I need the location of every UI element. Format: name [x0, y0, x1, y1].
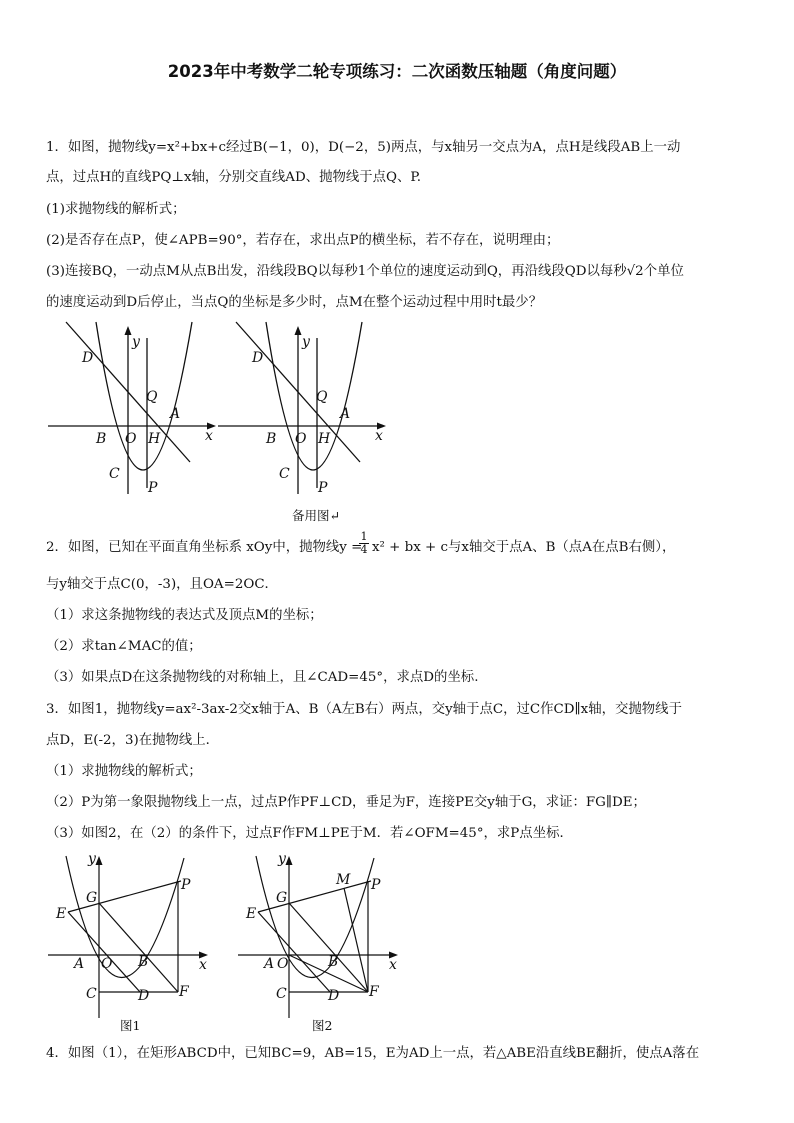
- q2-fraction-numerator: 1: [360, 530, 368, 543]
- q1-f2-label-h: H: [318, 431, 331, 447]
- q2-fraction: [359, 531, 369, 556]
- q3-f1-label-g: G: [86, 890, 98, 906]
- q3-line-4: （2）P为第一象限抛物线上一点，过点P作PF⊥CD，垂足为F，连接PE交y轴于G，求证：FG∥DE；: [46, 795, 646, 810]
- q3-line-2: 点D，E(-2，3)在抛物线上．: [46, 733, 220, 748]
- q3-f2-label-y: y: [278, 851, 286, 867]
- q1-f2-label-p: P: [318, 480, 328, 496]
- q2-line-4: （2）求tan∠MAC的值；: [46, 639, 202, 654]
- q1-f2-label-b: B: [266, 431, 277, 447]
- q3-f2-label-b: B: [328, 954, 339, 970]
- q3-line-5: （3）如图2，在（2）的条件下，过点F作FM⊥PE于M．若∠OFM=45°，求P点坐标．: [46, 826, 573, 841]
- q3-f1-label-x: x: [199, 957, 207, 973]
- q1-f2-label-d: D: [252, 350, 264, 366]
- q1-line-1: 1．如图，抛物线y=x²+bx+c经过B(−1，0)，D(−2，5)两点，与x轴另一交点为A，点H是线段AB上一动: [46, 140, 681, 155]
- q3-f1-label-y: y: [88, 851, 96, 867]
- q1-f1-label-y: y: [132, 334, 140, 350]
- q1-line-2: 点，过点H的直线PQ⊥x轴，分别交直线AD、抛物线于点Q、P.: [46, 170, 421, 185]
- q1-line-3: (1)求抛物线的解析式；: [46, 202, 186, 217]
- q3-figure-2-caption: 图2: [312, 1018, 333, 1033]
- q1-f1-label-b: B: [96, 431, 107, 447]
- q1-figure-2: [214, 318, 394, 498]
- q1-f1-label-o: O: [125, 431, 137, 447]
- q3-f2-label-x: x: [389, 957, 397, 973]
- q1-f2-label-q: Q: [316, 389, 328, 405]
- q3-f2-label-m: M: [336, 872, 351, 888]
- q1-line-5: (3)连接BQ，一动点M从点B出发，沿线段BQ以每秒1个单位的速度运动到Q，再沿线段QD以每秒√2个单位: [46, 264, 684, 279]
- q3-f1-label-b: B: [138, 954, 149, 970]
- q3-f2-label-p: P: [371, 877, 381, 893]
- q3-f2-label-e: E: [246, 906, 257, 922]
- q3-figure-1: [44, 848, 214, 1024]
- q1-f1-label-x: x: [205, 428, 213, 444]
- q3-f2-label-d: D: [328, 988, 340, 1004]
- q1-f2-label-o: O: [295, 431, 307, 447]
- q3-f2-label-f: F: [369, 984, 379, 1000]
- q2-line-3: （1）求这条抛物线的表达式及顶点M的坐标；: [46, 608, 323, 623]
- q1-figure-1: [44, 318, 224, 498]
- q4-line-1: 4．如图（1），在矩形ABCD中，已知BC=9，AB=15，E为AD上一点，若△ABE沿直线BE翻折，使点A落在: [46, 1046, 700, 1061]
- q3-line-3: （1）求抛物线的解析式；: [46, 764, 202, 779]
- q1-f1-label-a: A: [170, 406, 181, 422]
- q3-f1-label-d: D: [138, 988, 150, 1004]
- q1-line-6: 的速度运动到D后停止，当点Q的坐标是多少时，点M在整个运动过程中用时t最少？: [46, 295, 543, 310]
- q1-f2-label-c: C: [279, 466, 290, 482]
- q2-line-1b: x² + bx + c与x轴交于点A、B（点A在点B右侧），: [372, 540, 676, 555]
- q1-f2-label-x: x: [375, 428, 383, 444]
- q3-f1-label-p: P: [181, 877, 191, 893]
- q3-f2-label-g: G: [276, 890, 288, 906]
- q2-line-5: （3）如果点D在这条抛物线的对称轴上，且∠CAD=45°，求点D的坐标.: [46, 670, 479, 685]
- q3-f1-label-o: O: [101, 956, 113, 972]
- q3-figure-1-caption: 图1: [120, 1018, 141, 1033]
- q1-f2-label-a: A: [340, 406, 351, 422]
- page-title: 2023年中考数学二轮专项练习：二次函数压轴题（角度问题）: [167, 62, 627, 81]
- q2-fraction-denominator: 4: [360, 543, 368, 556]
- q3-line-1: 3．如图1，抛物线y=ax²-3ax-2交x轴于A、B（A左B右）两点，交y轴于点C，过C作CD∥x轴，交抛物线于: [46, 702, 682, 717]
- q1-f1-label-d: D: [82, 350, 94, 366]
- q1-figure-caption: 备用图↵: [292, 508, 340, 523]
- q3-f2-label-o: O: [277, 956, 289, 972]
- q3-f1-label-c: C: [86, 986, 97, 1002]
- q1-line-4: (2)是否存在点P，使∠APB=90°，若存在，求出点P的横坐标，若不存在，说明理由；: [46, 233, 560, 248]
- q2-line-1a: 2．如图，已知在平面直角坐标系 xOy中，抛物线y =: [46, 540, 363, 555]
- q1-f1-label-p: P: [148, 480, 158, 496]
- q2-line-2: 与y轴交于点C(0，-3)，且OA=2OC．: [46, 577, 278, 592]
- q1-f2-label-y: y: [302, 334, 310, 350]
- q3-f1-label-a: A: [74, 956, 85, 972]
- q1-f1-label-c: C: [109, 466, 120, 482]
- q1-f1-label-h: H: [148, 431, 161, 447]
- q3-f1-label-e: E: [56, 906, 67, 922]
- q3-f2-label-c: C: [276, 986, 287, 1002]
- q3-f2-label-a: A: [264, 956, 275, 972]
- q3-f1-label-f: F: [179, 984, 189, 1000]
- q3-figure-2: [234, 848, 404, 1024]
- q1-f1-label-q: Q: [146, 389, 158, 405]
